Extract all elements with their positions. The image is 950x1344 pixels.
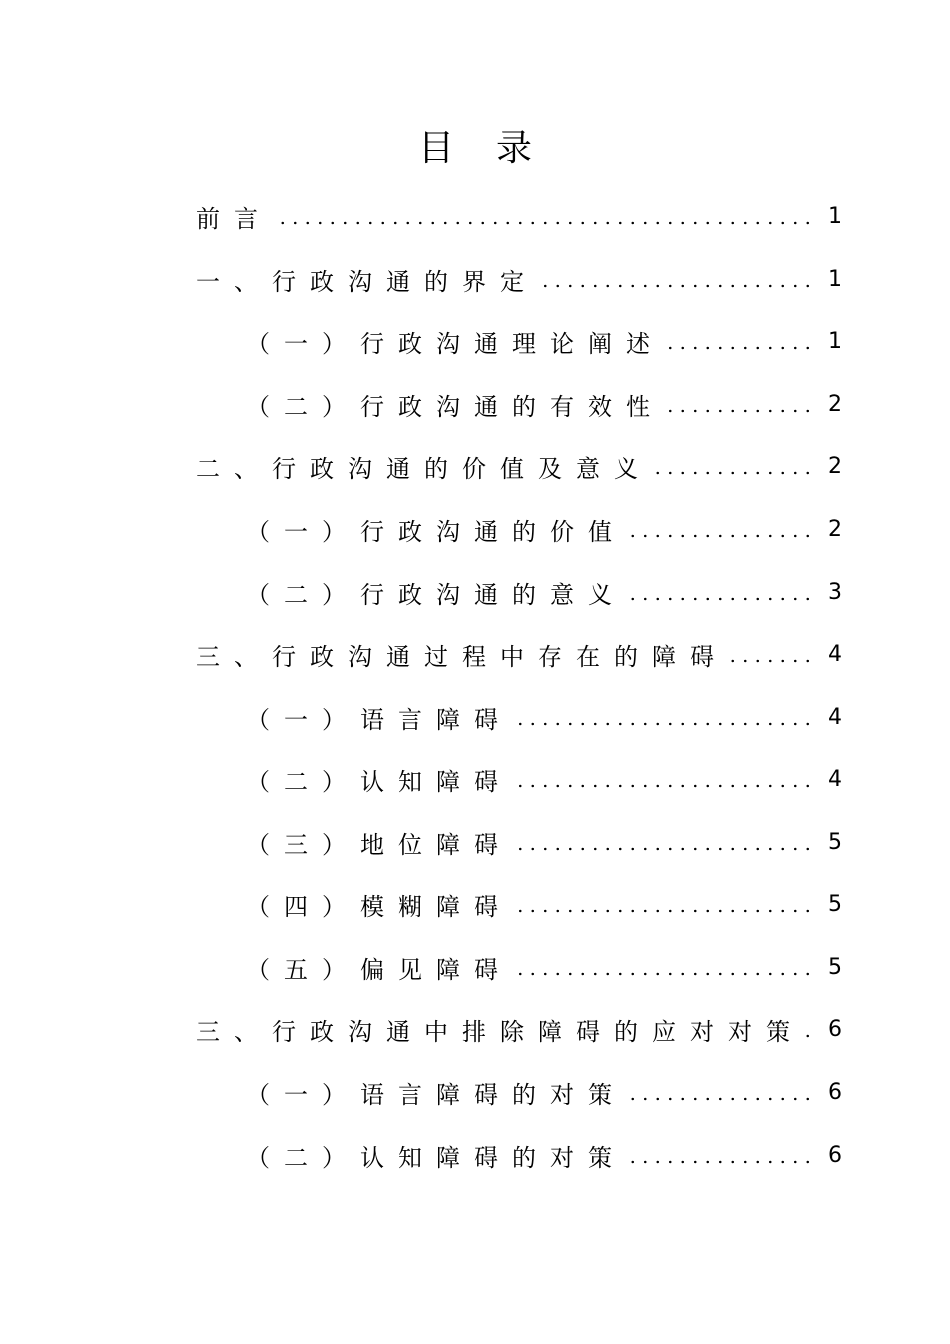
toc-entry-page: 6	[828, 1142, 842, 1168]
toc-entry-section-3-3[interactable]	[246, 822, 842, 862]
toc-entry-section-3-4[interactable]	[246, 884, 842, 924]
toc-entry-section-4[interactable]	[196, 1009, 842, 1049]
toc-entry-page: 1	[828, 203, 842, 229]
toc-entry-page: 4	[828, 641, 842, 667]
toc-entry-page: 2	[828, 391, 842, 417]
toc-entry-page: 3	[828, 579, 842, 605]
toc-entry-section-1[interactable]	[196, 259, 842, 299]
toc-entry-label: 三、行政沟通中排除障碍的应对对策	[196, 1017, 804, 1046]
dot-leader	[626, 1097, 814, 1101]
toc-entry-section-1-1[interactable]	[246, 321, 842, 361]
toc-entry-label: 一、行政沟通的界定	[196, 267, 538, 296]
dot-leader	[626, 1160, 814, 1164]
toc-entry-label: （二）行政沟通的有效性	[246, 392, 664, 421]
toc-entry-label: （二）认知障碍	[246, 767, 512, 796]
toc-entry-page: 4	[828, 766, 842, 792]
toc-entry-page: 5	[828, 954, 842, 980]
dot-leader	[804, 1034, 814, 1038]
dot-leader	[512, 784, 814, 788]
toc-entry-page: 2	[828, 516, 842, 542]
toc-entry-page: 6	[828, 1016, 842, 1042]
toc-entry-page: 5	[828, 891, 842, 917]
toc-entry-label: （一）语言障碍	[246, 705, 512, 734]
toc-entry-section-4-2[interactable]	[246, 1135, 842, 1175]
toc-entry-label: （四）模糊障碍	[246, 892, 512, 921]
dot-leader	[272, 221, 814, 225]
toc-entry-label: 前言	[196, 204, 272, 233]
toc-entry-page: 4	[828, 704, 842, 730]
toc-entry-page: 2	[828, 453, 842, 479]
toc-entry-section-3[interactable]	[196, 634, 842, 674]
toc-entry-section-2[interactable]	[196, 446, 842, 486]
toc-entry-label: （五）偏见障碍	[246, 955, 512, 984]
toc-entry-label: （三）地位障碍	[246, 830, 512, 859]
toc-entry-section-3-1[interactable]	[246, 697, 842, 737]
toc-entry-section-1-2[interactable]	[246, 384, 842, 424]
dot-leader	[512, 722, 814, 726]
toc-entry-page: 5	[828, 829, 842, 855]
dot-leader	[626, 597, 814, 601]
toc-entry-page: 1	[828, 266, 842, 292]
toc-entry-section-2-1[interactable]	[246, 509, 842, 549]
toc-entry-label: （二）行政沟通的意义	[246, 580, 626, 609]
toc-entry-label: 二、行政沟通的价值及意义	[196, 454, 652, 483]
toc-entry-label: （一）行政沟通理论阐述	[246, 329, 664, 358]
dot-leader	[652, 471, 814, 475]
toc-entry-page: 1	[828, 328, 842, 354]
page-title	[0, 126, 950, 172]
dot-leader	[626, 534, 814, 538]
dot-leader	[664, 409, 814, 413]
toc-entry-label: （一）行政沟通的价值	[246, 517, 626, 546]
dot-leader	[728, 659, 814, 663]
dot-leader	[512, 972, 814, 976]
title-char-1: 目	[417, 128, 454, 169]
dot-leader	[664, 346, 814, 350]
toc-entry-label: 三、行政沟通过程中存在的障碍	[196, 642, 728, 671]
toc-entry-section-4-1[interactable]	[246, 1072, 842, 1112]
toc-entry-label: （一）语言障碍的对策	[246, 1080, 626, 1109]
toc-entry-page: 6	[828, 1079, 842, 1105]
dot-leader	[512, 909, 814, 913]
title-char-2: 录	[496, 128, 533, 169]
dot-leader	[512, 847, 814, 851]
toc-entry-preface[interactable]	[196, 196, 842, 236]
toc-entry-section-3-2[interactable]	[246, 759, 842, 799]
toc-entry-label: （二）认知障碍的对策	[246, 1143, 626, 1172]
toc-entry-section-3-5[interactable]	[246, 947, 842, 987]
dot-leader	[538, 284, 814, 288]
toc-entry-section-2-2[interactable]	[246, 572, 842, 612]
